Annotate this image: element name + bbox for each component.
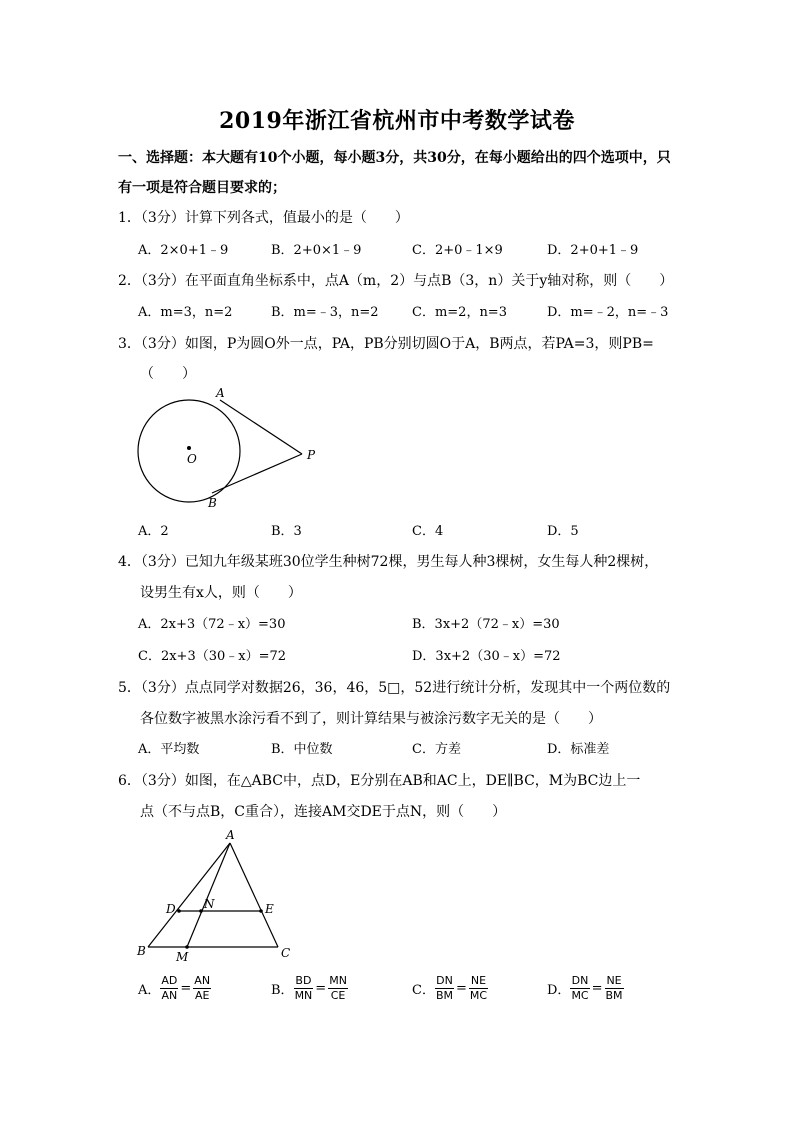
question-3-option-c[interactable]: C．4: [412, 524, 444, 539]
section-heading: 一、选择题：本大题有10个小题，每小题3分，共30分，在每小题给出的四个选项中，只有一项是符合题目要求的；: [118, 150, 671, 196]
segment-am: [187, 843, 230, 947]
fraction-right: $\frac{NE}{BM}$: [605, 974, 623, 1002]
tangent-pb: [212, 454, 302, 493]
point-d: [177, 909, 181, 913]
exam-title: 2019年浙江省杭州市中考数学试卷: [219, 108, 575, 134]
question-1-option-b[interactable]: B．2+0×1﹣9: [271, 243, 362, 258]
question-3-figure: [130, 385, 330, 510]
fraction-left: $\frac{BD}{MN}$: [294, 974, 313, 1002]
label-e: E: [265, 902, 274, 916]
fraction-right: $\frac{AN}{AE}$: [194, 974, 211, 1002]
question-5-stem-line2: 各位数字被黑水涂污看不到了，则计算结果与被涂污数字无关的是（ ）: [140, 711, 602, 727]
question-3-stem-line1: 3．（3分）如图，P为圆O外一点，PA，PB分别切圆O于A，B两点，若PA=3，则PB=: [118, 336, 654, 352]
question-5-option-c[interactable]: C．方差: [412, 742, 461, 757]
question-5-option-d[interactable]: D．标准差: [547, 742, 610, 757]
question-3-option-d[interactable]: D．5: [547, 524, 579, 539]
question-6-figure: [130, 825, 305, 965]
question-2-option-c[interactable]: C．m=2，n=3: [412, 305, 507, 320]
question-1-stem: 1．（3分）计算下列各式，值最小的是（ ）: [118, 210, 409, 226]
equals-sign: =: [180, 981, 192, 996]
label-c: C: [281, 946, 291, 960]
question-4-option-a[interactable]: A．2x+3（72﹣x）=30: [138, 617, 286, 632]
question-1-option-c[interactable]: C．2+0﹣1×9: [412, 243, 503, 258]
question-4-stem-line1: 4．（3分）已知九年级某班30位学生种树72棵，男生每人种3棵树，女生每人种2棵树，: [118, 554, 659, 570]
question-2-option-a[interactable]: A．m=3，n=2: [138, 305, 233, 320]
fraction-left: $\frac{DN}{MC}$: [571, 974, 589, 1002]
question-5-option-a[interactable]: A．平均数: [138, 742, 200, 757]
question-6-option-b[interactable]: [271, 974, 348, 1003]
question-2-stem: 2．（3分）在平面直角坐标系中，点A（m，2）与点B（3，n）关于y轴对称，则（ ）: [118, 273, 674, 289]
fraction-left: $\frac{DN}{BM}$: [435, 974, 453, 1002]
circle-o: [138, 400, 240, 502]
equals-sign: =: [315, 981, 327, 996]
option-letter: A．: [138, 983, 161, 998]
fraction-right: $\frac{MN}{CE}$: [329, 974, 347, 1002]
equals-sign: =: [456, 981, 467, 996]
option-letter: C．: [412, 983, 435, 998]
question-3-option-b[interactable]: B．3: [271, 524, 302, 539]
question-4-option-c[interactable]: C．2x+3（30﹣x）=72: [138, 649, 287, 664]
option-letter: B．: [271, 983, 294, 998]
point-n: [199, 909, 203, 913]
label-p: P: [307, 448, 316, 462]
center-point: [187, 446, 191, 450]
question-5-option-b[interactable]: B．中位数: [271, 742, 333, 757]
point-e: [259, 909, 263, 913]
question-6-option-a[interactable]: [138, 974, 211, 1003]
fraction-right: $\frac{NE}{MC}$: [469, 974, 488, 1002]
label-a: A: [216, 386, 225, 400]
question-5-stem-line1: 5．（3分）点点同学对数据26，36，46，5□，52进行统计分析，发现其中一个两位数的: [118, 680, 671, 696]
question-6-stem-line1: 6．（3分）如图，在△ABC中，点D，E分别在AB和AC上，DE∥BC，M为BC边上一: [118, 773, 641, 789]
question-3-option-a[interactable]: A．2: [138, 524, 169, 539]
label-b: B: [208, 496, 217, 510]
label-a: A: [226, 828, 235, 842]
point-m: [185, 945, 189, 949]
question-1-option-a[interactable]: A．2×0+1﹣9: [138, 243, 229, 258]
question-2-option-d[interactable]: D．m=﹣2，n=﹣3: [547, 305, 669, 320]
side-ab: [148, 843, 230, 947]
question-6-option-c[interactable]: [412, 974, 488, 1003]
question-2-option-b[interactable]: B．m=﹣3，n=2: [271, 305, 379, 320]
question-4-stem-line2: 设男生有x人，则（ ）: [140, 585, 302, 601]
question-1-option-d[interactable]: D．2+0+1﹣9: [547, 243, 639, 258]
question-4-option-b[interactable]: B．3x+2（72﹣x）=30: [412, 617, 560, 632]
option-letter: D．: [547, 983, 571, 998]
label-o: O: [187, 452, 197, 466]
fraction-left: $\frac{AD}{AN}$: [161, 974, 178, 1002]
label-b: B: [137, 944, 146, 958]
question-3-stem-line2: （ ）: [140, 366, 196, 382]
question-6-option-d[interactable]: [547, 974, 624, 1003]
label-d: D: [166, 902, 176, 916]
tangent-pa: [220, 400, 302, 454]
question-4-option-d[interactable]: D．3x+2（30﹣x）=72: [412, 649, 561, 664]
question-6-stem-line2: 点（不与点B，C重合），连接AM交DE于点N，则（ ）: [140, 804, 507, 820]
label-m: M: [176, 950, 189, 964]
equals-sign: =: [591, 981, 603, 996]
label-n: N: [204, 897, 215, 911]
side-ac: [230, 843, 278, 947]
